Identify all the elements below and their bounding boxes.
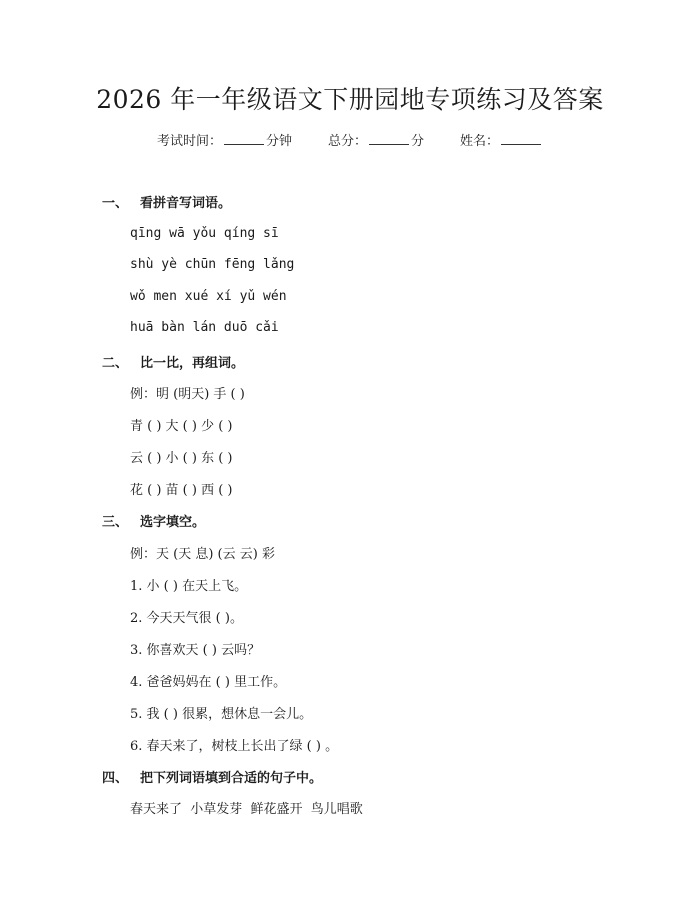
pinyin-line: shù yè chūn fēng lǎng <box>130 257 295 272</box>
pinyin-line: wǒ men xué xí yǔ wén <box>130 289 287 304</box>
exercise-line: 3. 你喜欢天 ( ) 云吗？ <box>130 643 261 658</box>
exercise-line: 例：明 (明天) 手 ( ) <box>130 387 245 402</box>
section-2-heading: 二、 比一比，再组词。 <box>102 356 245 371</box>
section-4-heading: 四、 把下列词语填到合适的句子中。 <box>102 771 323 786</box>
exercise-line: 1. 小 ( ) 在天上飞。 <box>130 579 248 594</box>
pinyin-line: huā bàn lán duō cǎi <box>130 320 279 335</box>
name-label: 姓名： <box>460 134 500 149</box>
time-blank <box>224 132 264 145</box>
word-bank-line: 春天来了 小草发芽 鲜花盛开 鸟儿唱歌 <box>130 802 363 817</box>
score-blank <box>369 132 409 145</box>
exercise-line: 青 ( ) 大 ( ) 少 ( ) <box>130 419 233 434</box>
section-1-heading: 一、 看拼音写词语。 <box>102 196 232 211</box>
score-unit: 分 <box>411 134 425 149</box>
exercise-line: 花 ( ) 苗 ( ) 西 ( ) <box>130 483 233 498</box>
name-blank <box>501 132 541 145</box>
exercise-line: 2. 今天天气很 ( )。 <box>130 611 243 626</box>
exercise-line: 云 ( ) 小 ( ) 东 ( ) <box>130 451 233 466</box>
score-label: 总分： <box>327 134 367 149</box>
time-label: 考试时间： <box>156 134 222 149</box>
exercise-line: 例：天 (天 息) (云 云) 彩 <box>130 547 275 562</box>
exercise-line: 5. 我 ( ) 很累，想休息一会儿。 <box>130 707 313 722</box>
exercise-line: 6. 春天来了，树枝上长出了绿 ( ) 。 <box>130 739 339 754</box>
exam-meta <box>0 130 700 149</box>
time-unit: 分钟 <box>265 134 292 149</box>
page-title: 2026 年一年级语文下册园地专项练习及答案 <box>96 85 604 114</box>
pinyin-line: qīng wā yǒu qíng sī <box>130 226 279 241</box>
section-3-heading: 三、 选字填空。 <box>102 515 206 530</box>
exercise-line: 4. 爸爸妈妈在 ( ) 里工作。 <box>130 675 287 690</box>
